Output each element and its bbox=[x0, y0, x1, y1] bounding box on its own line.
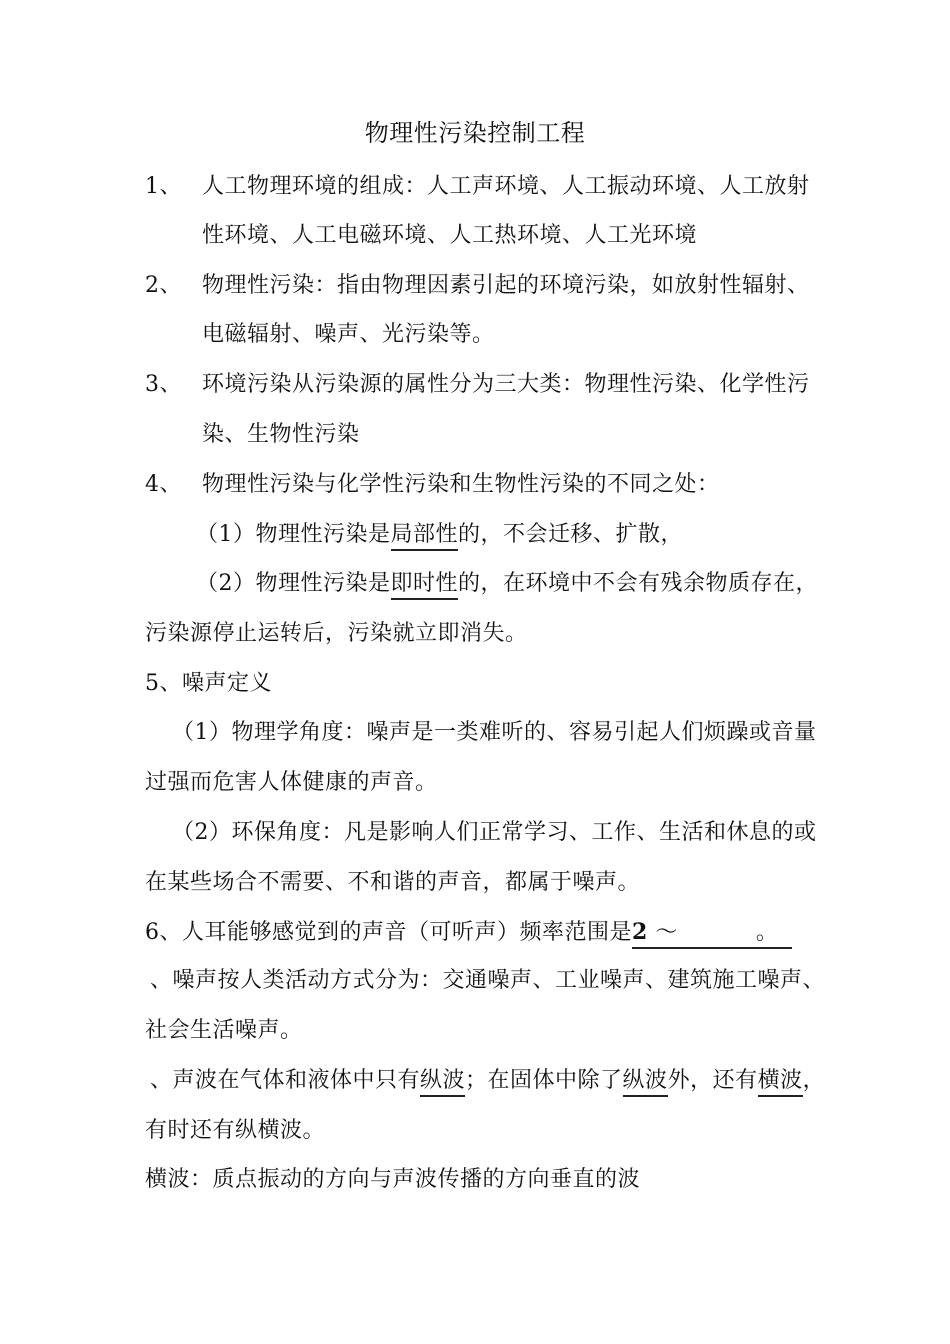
item-5-p2-line1: （2）环保角度：凡是影响人们正常学习、工作、生活和休息的或 bbox=[172, 820, 817, 845]
item-8-pre: 、声波在气体和液体中只有 bbox=[150, 1068, 421, 1093]
item-3-number: 3、 bbox=[145, 372, 182, 397]
item-4-sub2-pre: （2）物理性污染是 bbox=[196, 571, 391, 596]
item-2-line2: 电磁辐射、噪声、光污染等。 bbox=[202, 322, 495, 347]
item-6-pre: 6、人耳能够感觉到的声音（可听声）频率范围是 bbox=[145, 920, 632, 945]
item-4-sub2 bbox=[196, 569, 818, 599]
item-9-line1: 横波：质点振动的方向与声波传播的方向垂直的波 bbox=[145, 1167, 641, 1192]
item-4-sub1-post: 的，不会迁移、扩散， bbox=[458, 522, 684, 547]
item-4-sub2-post: 的，在环境中不会有残余物质存在， bbox=[458, 571, 819, 596]
item-6-range-start: 2 bbox=[632, 919, 648, 945]
item-5-p1-line1: （1）物理学角度：噪声是一类难听的、容易引起人们烦躁或音量 bbox=[172, 720, 817, 745]
item-8-mid2: 外，还有 bbox=[667, 1068, 758, 1093]
item-4-sub1-pre: （1）物理性污染是 bbox=[196, 522, 391, 547]
item-3-line2: 染、生物性污染 bbox=[202, 422, 360, 447]
item-8-mid1: ；在固体中除了 bbox=[465, 1068, 623, 1093]
item-4-line1: 物理性污染与化学性污染和生物性污染的不同之处： bbox=[202, 472, 720, 497]
item-6-end: 。 bbox=[755, 920, 779, 945]
item-8-line1 bbox=[150, 1066, 825, 1096]
item-8-end: ， bbox=[802, 1068, 826, 1093]
underlined-term-local: 局部性 bbox=[391, 522, 459, 551]
page-title: 物理性污染控制工程 bbox=[364, 119, 586, 147]
item-4-number: 4、 bbox=[145, 472, 182, 497]
item-6-tilde: ～ bbox=[655, 920, 678, 945]
item-5-p1-line2: 过强而危害人体健康的声音。 bbox=[145, 770, 438, 795]
item-7-line1: 、噪声按人类活动方式分为：交通噪声、工业噪声、建筑施工噪声、 bbox=[150, 968, 826, 993]
item-8-line2: 有时还有纵横波。 bbox=[145, 1118, 326, 1143]
underlined-term-transverse: 横波 bbox=[758, 1068, 803, 1097]
item-1-line1: 人工物理环境的组成：人工声环境、人工振动环境、人工放射 bbox=[202, 174, 810, 199]
item-1-line2: 性环境、人工电磁环境、人工热环境、人工光环境 bbox=[202, 223, 698, 248]
item-4-sub1 bbox=[196, 520, 683, 550]
item-4-sub2-line2: 污染源停止运转后，污染就立即消失。 bbox=[145, 621, 528, 646]
underlined-term-longitudinal-1: 纵波 bbox=[420, 1068, 465, 1097]
underlined-term-instant: 即时性 bbox=[391, 571, 459, 600]
item-7-line2: 社会生活噪声。 bbox=[145, 1018, 303, 1043]
item-6-line bbox=[145, 917, 792, 948]
item-3-line1: 环境污染从污染源的属性分为三大类：物理性污染、化学性污 bbox=[202, 372, 810, 397]
item-5-heading: 5、噪声定义 bbox=[145, 671, 272, 696]
underlined-term-longitudinal-2: 纵波 bbox=[623, 1068, 668, 1097]
item-5-p2-line2: 在某些场合不需要、不和谐的声音，都属于噪声。 bbox=[145, 870, 641, 895]
item-1-number: 1、 bbox=[145, 174, 182, 199]
item-2-number: 2、 bbox=[145, 273, 182, 298]
item-2-line1: 物理性污染：指由物理因素引起的环境污染，如放射性辐射、 bbox=[202, 273, 810, 298]
